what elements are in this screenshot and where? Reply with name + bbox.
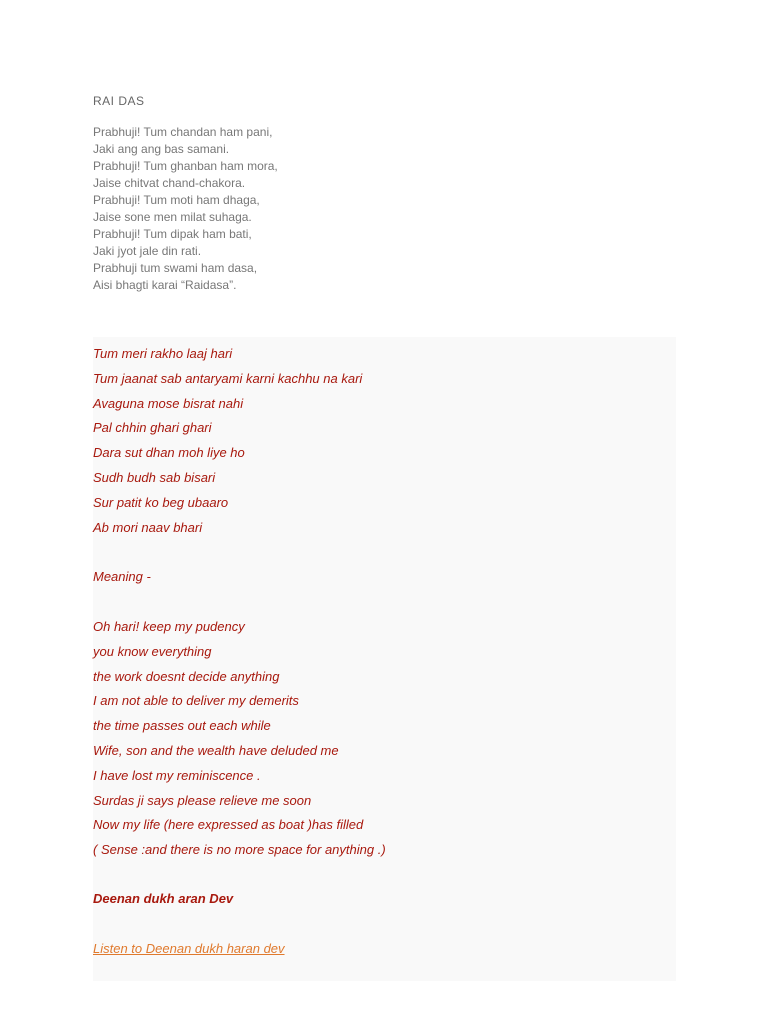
poem-line: Prabhuji tum swami ham dasa, [93, 261, 258, 275]
meaning-label: Meaning - [93, 569, 151, 584]
bhajan-lines [93, 342, 362, 540]
meaning-line: Now my life (here expressed as boat )has filled [93, 817, 364, 833]
meaning-line: ( Sense :and there is no more space for anything .) [93, 842, 386, 858]
bhajan-line: Tum jaanat sab antaryami karni kachhu na kari [93, 370, 363, 386]
meaning-line: the time passes out each while [93, 718, 271, 734]
meaning-line: Oh hari! keep my pudency [93, 619, 245, 634]
poem-line: Prabhuji! Tum dipak ham bati, [93, 227, 252, 241]
meaning-line: I am not able to deliver my demerits [93, 693, 299, 709]
bhajan-line: Ab mori naav bhari [93, 519, 203, 535]
bhajan-heading: Deenan dukh aran Dev [93, 891, 234, 906]
poem-line: Jaki ang ang bas samani. [93, 142, 230, 156]
poem-line: Prabhuji! Tum chandan ham pani, [93, 125, 273, 139]
poem-line: Jaki jyot jale din rati. [93, 244, 202, 258]
poem-line: Aisi bhagti karai “Raidasa”. [93, 278, 237, 292]
poem-line: Prabhuji! Tum ghanban ham mora, [93, 159, 278, 173]
bhajan-line: Pal chhin ghari ghari [93, 420, 212, 436]
meaning-line: I have lost my reminiscence . [93, 767, 261, 783]
bhajan-line: Sudh budh sab bisari [93, 469, 216, 485]
poem-title: RAI DAS [93, 94, 145, 108]
bhajan-line: Dara sut dhan moh liye ho [93, 445, 245, 461]
bhajan-line: Sur patit ko beg ubaaro [93, 494, 229, 510]
poem-line: Jaise sone men milat suhaga. [93, 210, 252, 224]
meaning-line: the work doesnt decide anything [93, 668, 280, 684]
poem-line: Jaise chitvat chand-chakora. [93, 176, 246, 190]
bhajan-line: Tum meri rakho laaj hari [93, 346, 233, 361]
meaning-line: you know everything [93, 643, 212, 659]
meaning-lines [93, 615, 386, 863]
poem-lines [93, 124, 278, 294]
meaning-line: Wife, son and the wealth have deluded me [93, 742, 339, 758]
bhajan-section [93, 337, 676, 981]
meaning-line: Surdas ji says please relieve me soon [93, 792, 312, 808]
listen-link[interactable]: Listen to Deenan dukh haran dev [93, 941, 285, 956]
poem-line: Prabhuji! Tum moti ham dhaga, [93, 193, 260, 207]
bhajan-line: Avaguna mose bisrat nahi [93, 395, 244, 411]
